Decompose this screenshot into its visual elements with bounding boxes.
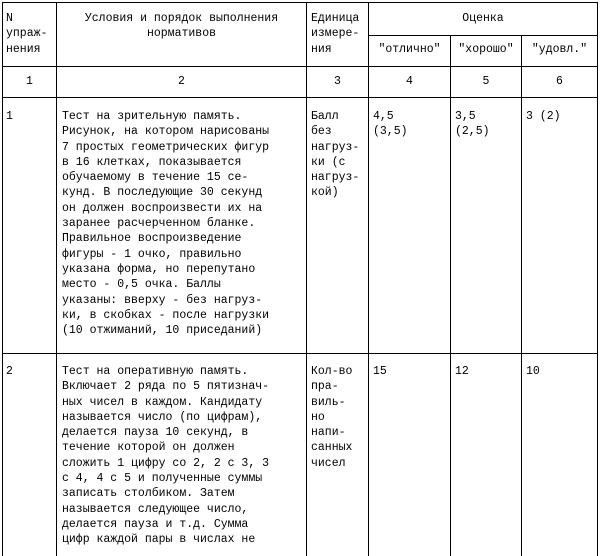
row-1-grade-excellent: 4,5 (3,5) <box>373 110 408 139</box>
header-grade-satisfactory: "удовл." <box>531 43 588 56</box>
row-2-grade-excellent: 15 <box>373 365 387 378</box>
grade-header-divider <box>368 35 598 36</box>
column-number-2: 2 <box>178 75 185 88</box>
header-bottom-border <box>2 66 598 67</box>
numbering-row-bottom-border <box>2 97 598 98</box>
header-grade-excellent: "отлично" <box>378 43 441 56</box>
row-2-grade-good: 12 <box>455 365 469 378</box>
row-1-number: 1 <box>6 110 13 123</box>
header-unit: Единица измере- ния <box>311 12 360 56</box>
row-1-grade-good: 3,5 (2,5) <box>455 110 490 139</box>
table-top-border <box>2 2 598 3</box>
header-grade: Оценка <box>462 12 504 25</box>
header-grade-good: "хорошо" <box>458 43 514 56</box>
column-number-4: 4 <box>406 75 413 88</box>
row-1-grade-satisfactory: 3 (2) <box>526 110 561 123</box>
column-number-6: 6 <box>556 75 563 88</box>
row-2-number: 2 <box>6 365 13 378</box>
row-2-unit: Кол-во пра- виль- но напи- санных чисел <box>311 365 353 470</box>
col-divider-5 <box>521 35 522 556</box>
column-number-5: 5 <box>482 75 490 88</box>
column-number-1: 1 <box>26 75 33 88</box>
row-1-conditions: Тест на зрительную память. Рисунок, на котором нарисованы 7 простых геометрических фигур в 16 клетках, показывается обучаемому в течение 15 се- кунд. В последующие 30 секунд он должен воспроизвести их на заранее расчерченном бланке. Правильное воспроизведение фигуры - 1 очко, правильно указана форма, но перепутано место - 0,5 очка. Баллы указаны: вверху - без нагруз- ки, в скобках - после нагрузки (10 отжиманий, 10 приседаний) <box>62 110 270 338</box>
header-conditions: Условия и порядок выполнения нормативов <box>84 12 279 41</box>
row-2-conditions: Тест на оперативную память. Включает 2 ряда по 5 пятизнач- ных чисел в каждом. Кандидату называется число (по цифрам), делается пауза 10 секунд, в течение которой он должен сложить 1 цифру со 2, 2 с 3, 3 с 4, 4 с 5 и полученные суммы записать столбиком. Затем называется следующее число, делается пауза и т.д. Сумма цифр каждой пары в числах не <box>62 365 270 547</box>
col-divider-4 <box>450 35 451 556</box>
table-right-border <box>597 2 598 556</box>
row-1-bottom-border <box>2 353 598 354</box>
row-2-grade-satisfactory: 10 <box>526 365 540 378</box>
header-exercise-number: N упраж- нения <box>6 12 48 56</box>
column-number-3: 3 <box>334 75 341 88</box>
row-1-unit: Балл без нагруз- ки (с нагруз- кой) <box>311 110 360 200</box>
